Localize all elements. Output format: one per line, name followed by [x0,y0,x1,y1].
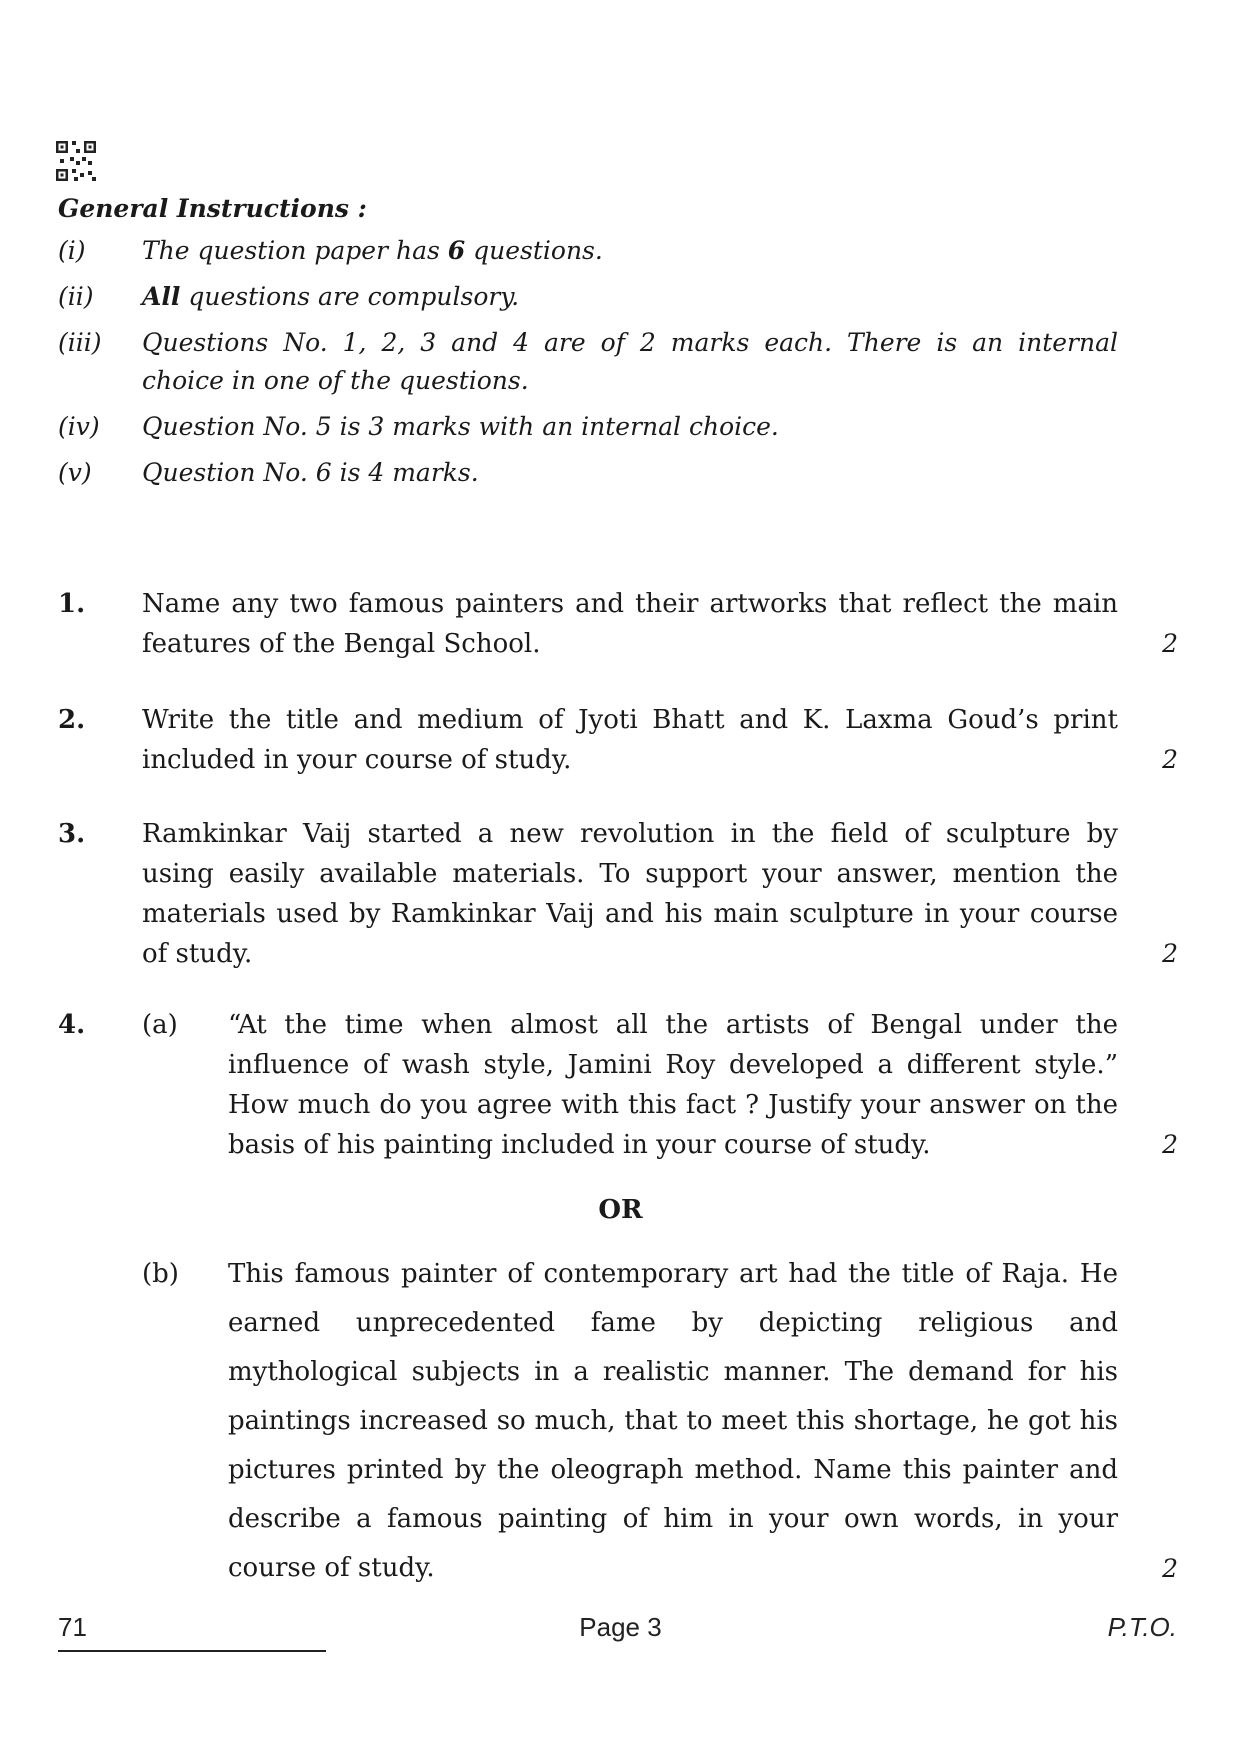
question-line: describe a famous painting of him in your own words, in your [228,1504,1118,1534]
question-line: features of the Bengal School. [142,629,541,659]
question-line: earned unprecedented fame by depicting religious and [228,1308,1118,1338]
instruction-item [58,408,1118,446]
page-number: Page 3 [579,1612,662,1642]
instruction-line [142,454,1118,492]
instruction-run: questions. [465,236,603,265]
instruction-line [142,278,1118,316]
instruction-item [58,278,1118,316]
question-line: using easily available materials. To support your answer, mention the [142,859,1118,889]
instruction-line [142,362,1118,400]
question-line: Name any two famous painters and their artworks that reflect the main [142,589,1118,619]
question-number: 3. [58,819,86,849]
instruction-line [142,408,1118,446]
marks-label: 2 [1162,939,1178,968]
marks-label: 2 [1162,629,1178,658]
question-line: Ramkinkar Vaij started a new revolution in the field of sculpture by [142,819,1118,849]
subquestion-label: (a) [142,1010,178,1040]
question-line: of study. [142,939,253,969]
instruction-run: The question paper has [142,236,448,265]
subquestion-text [228,1005,1118,1165]
instruction-emphasis: All [142,282,181,311]
instruction-item [58,232,1118,270]
instruction-text [142,324,1118,400]
instruction-run: Question No. 6 is 4 marks. [142,458,479,487]
question-line: basis of his painting included in your course of study. [228,1130,931,1160]
question-text [142,584,1118,664]
instruction-run: Questions No. 1, 2, 3 and 4 are of 2 marks each. There is an internal [142,328,1118,357]
instruction-line [142,232,1118,270]
instruction-line [142,324,1118,362]
question-line: influence of wash style, Jamini Roy developed a different style.” [228,1050,1118,1080]
marks-label: 2 [1162,1130,1178,1159]
instruction-run: Question No. 5 is 3 marks with an internal choice. [142,412,779,441]
instruction-number: (v) [58,458,92,487]
marks-label: 2 [1162,745,1178,774]
question-number: 1. [58,589,86,619]
question-line: This famous painter of contemporary art had the title of Raja. He [228,1259,1118,1289]
question-2 [58,700,1178,780]
instruction-text [142,232,1118,270]
question-line: mythological subjects in a realistic manner. The demand for his [228,1357,1118,1387]
question-4b [142,1250,1178,1593]
question-line: How much do you agree with this fact ? Justify your answer on the [228,1090,1118,1120]
question-text [142,700,1118,780]
question-4a [142,1005,1178,1165]
instruction-text [142,408,1118,446]
instruction-text [142,454,1118,492]
instruction-number: (i) [58,236,86,265]
question-line: paintings increased so much, that to meet this shortage, he got his [228,1406,1118,1436]
question-number: 2. [58,705,86,735]
question-text [142,814,1118,974]
footer-rule [58,1650,326,1652]
question-line: included in your course of study. [142,745,572,775]
instruction-item [58,454,1118,492]
please-turn-over: P.T.O. [1107,1612,1177,1642]
instruction-text [142,278,1118,316]
question-line: materials used by Ramkinkar Vaij and his main sculpture in your course [142,899,1118,929]
instruction-item [58,324,1118,400]
or-divider: OR [598,1195,643,1225]
question-3 [58,814,1178,974]
general-instructions-title: General Instructions : [58,194,367,223]
subquestion-label: (b) [142,1259,179,1289]
instruction-number: (iii) [58,328,102,357]
question-line: pictures printed by the oleograph method. Name this painter and [228,1455,1118,1485]
instruction-number: (ii) [58,282,94,311]
instruction-emphasis: 6 [447,236,466,265]
question-1 [58,584,1178,664]
marks-label: 2 [1162,1554,1178,1583]
question-line: course of study. [228,1553,435,1583]
instruction-run: questions are compulsory. [180,282,520,311]
paper-code: 71 [58,1612,87,1642]
instruction-run: choice in one of the questions. [142,366,529,395]
instruction-number: (iv) [58,412,100,441]
subquestion-text [228,1250,1118,1593]
question-number: 4. [58,1010,86,1040]
qr-code-icon [56,140,96,182]
question-line: Write the title and medium of Jyoti Bhatt and K. Laxma Goud’s print [142,705,1118,735]
question-line: “At the time when almost all the artists of Bengal under the [228,1010,1118,1040]
